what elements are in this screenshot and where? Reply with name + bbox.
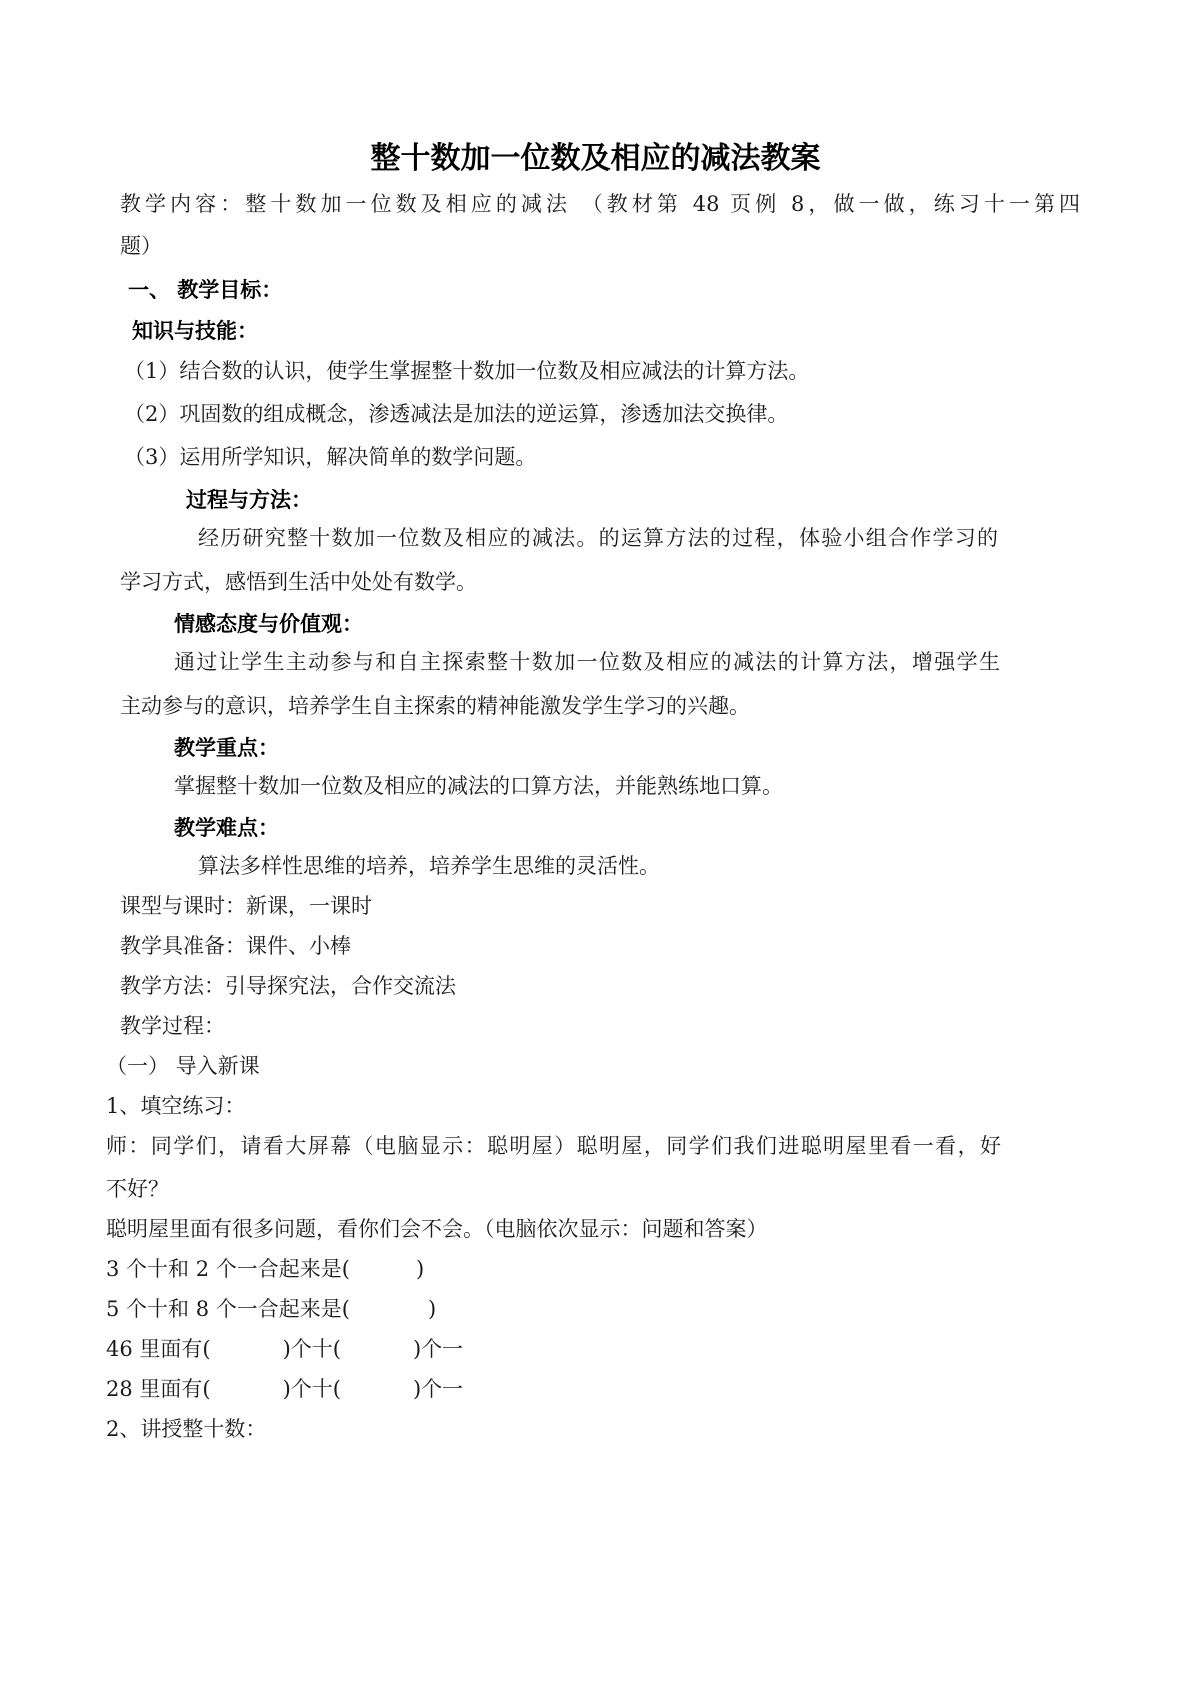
heading-process-method: 过程与方法：	[186, 488, 312, 512]
teaching-materials: 教学具准备：课件、小棒	[120, 934, 351, 958]
heading-difficulty: 教学难点：	[174, 816, 279, 840]
teaching-content-line2: 题）	[120, 234, 162, 258]
knowledge-item-2: （2）巩固数的组成概念，渗透减法是加法的逆运算，渗透加法交换律。	[124, 402, 789, 426]
step2-heading: 2、讲授整十数：	[106, 1417, 267, 1441]
exercise-3-end: )个一	[412, 1337, 464, 1361]
heading-key-point: 教学重点：	[174, 736, 279, 760]
document-title: 整十数加一位数及相应的减法教案	[370, 141, 821, 176]
teaching-content-line1: 教学内容：整十数加一位数及相应的减法 （教材第 48 页例 8，做一做，练习十一第四	[120, 192, 1080, 216]
teacher-line1: 师：同学们，请看大屏幕（电脑显示：聪明屋）聪明屋，同学们我们进聪明屋里看一看，好	[106, 1134, 1001, 1158]
exercise-4-mid: )个十(	[282, 1377, 341, 1401]
key-point-text: 掌握整十数加一位数及相应的减法的口算方法，并能熟练地口算。	[174, 774, 783, 798]
exercise-2-close: )	[427, 1297, 437, 1321]
heading-knowledge-skills: 知识与技能：	[132, 319, 258, 343]
lesson-type: 课型与课时：新课，一课时	[120, 894, 372, 918]
teaching-methods: 教学方法：引导探究法，合作交流法	[120, 974, 456, 998]
exercise-1-prompt: 3 个十和 2 个一合起来是(	[106, 1257, 350, 1281]
section-heading-objectives: 一、 教学目标：	[128, 278, 283, 302]
knowledge-item-3: （3）运用所学知识，解决简单的数学问题。	[124, 445, 537, 469]
house-line: 聪明屋里面有很多问题，看你们会不会。（电脑依次显示：问题和答案）	[106, 1217, 768, 1241]
exercise-3-mid: )个十(	[282, 1337, 341, 1361]
exercise-2	[106, 1295, 436, 1323]
exercise-2-prompt: 5 个十和 8 个一合起来是(	[106, 1297, 350, 1321]
process-line1: 经历研究整十数加一位数及相应的减法。的运算方法的过程，体验小组合作学习的	[198, 526, 998, 550]
heading-emotion-values: 情感态度与价值观：	[174, 612, 363, 636]
process-line2: 学习方式，感悟到生活中处处有数学。	[120, 570, 477, 594]
emotion-line2: 主动参与的意识，培养学生自主探索的精神能激发学生学习的兴趣。	[120, 694, 750, 718]
difficulty-text: 算法多样性思维的培养，培养学生思维的灵活性。	[198, 854, 660, 878]
exercise-1-close: )	[415, 1257, 425, 1281]
teacher-line2: 不好？	[106, 1177, 169, 1201]
emotion-line1: 通过让学生主动参与和自主探索整十数加一位数及相应的减法的计算方法，增强学生	[174, 650, 1000, 674]
exercise-4	[106, 1375, 463, 1403]
step1-heading: 1、填空练习：	[106, 1094, 246, 1118]
knowledge-item-1: （1）结合数的认识，使学生掌握整十数加一位数及相应减法的计算方法。	[124, 359, 810, 383]
exercise-3	[106, 1335, 463, 1363]
exercise-4-end: )个一	[412, 1377, 464, 1401]
exercise-3-prompt: 46 里面有(	[106, 1337, 211, 1361]
part1-heading: （一） 导入新课	[106, 1054, 260, 1078]
exercise-1	[106, 1255, 424, 1283]
process-title: 教学过程：	[120, 1014, 225, 1038]
exercise-4-prompt: 28 里面有(	[106, 1377, 211, 1401]
